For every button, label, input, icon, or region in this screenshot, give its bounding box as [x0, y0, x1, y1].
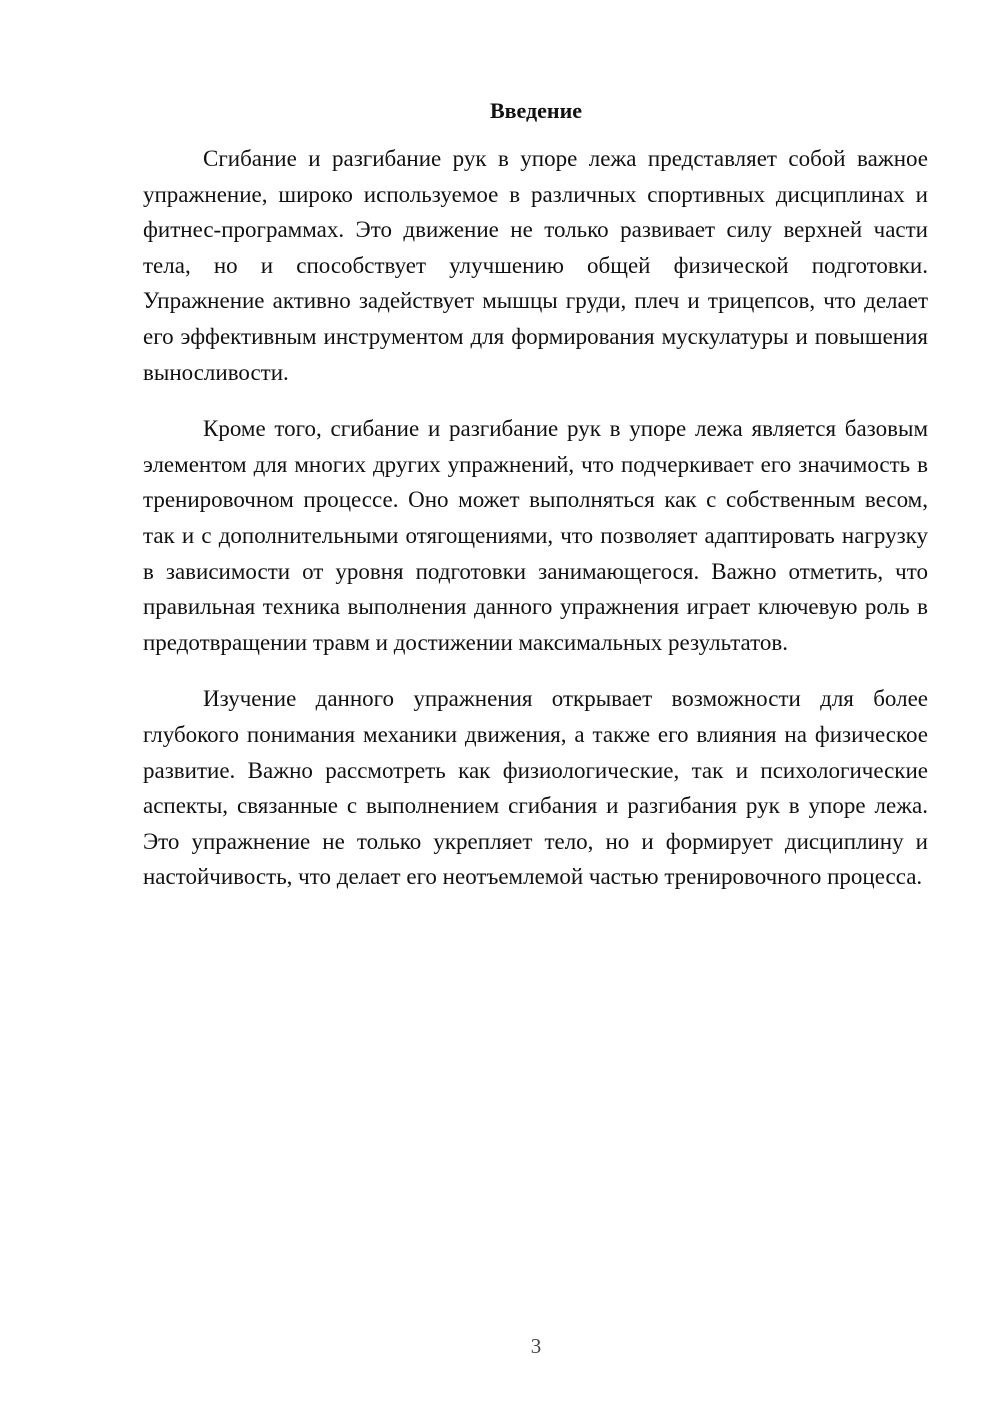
- paragraph-2: Кроме того, сгибание и разгибание рук в упоре лежа является базовым элементом для многих других упражнений, что подчеркивает его значимость в тренировочном процессе. Оно может выполняться как с собственным весом, так и с дополнительными отягощениями, что позволяет адаптировать нагрузку в зависимости от уровня подготовки занимающегося. Важно отметить, что правильная техника выполнения данного упражнения играет ключевую роль в предотвращении травм и достижении максимальных результатов.: [143, 416, 928, 655]
- section-title: Введение: [489, 98, 583, 123]
- body-text: [143, 141, 928, 916]
- page-number: 3: [530, 1334, 542, 1358]
- paragraph-1: Сгибание и разгибание рук в упоре лежа представляет собой важное упражнение, широко используемое в различных спортивных дисциплинах и фитнес-программах. Это движение не только развивает силу верхней части тела, но и способствует улучшению общей физической подготовки. Упражнение активно задействует мышцы груди, плеч и трицепсов, что делает его эффективным инструментом для формирования мускулатуры и повышения выносливости.: [143, 146, 928, 385]
- paragraph-3: Изучение данного упражнения открывает возможности для более глубокого понимания механики движения, а также его влияния на физическое развитие. Важно рассмотреть как физиологические, так и психологические аспекты, связанные с выполнением сгибания и разгибания рук в упоре лежа. Это упражнение не только укрепляет тело, но и формирует дисциплину и настойчивость, что делает его неотъемлемой частью тренировочного процесса.: [143, 686, 928, 890]
